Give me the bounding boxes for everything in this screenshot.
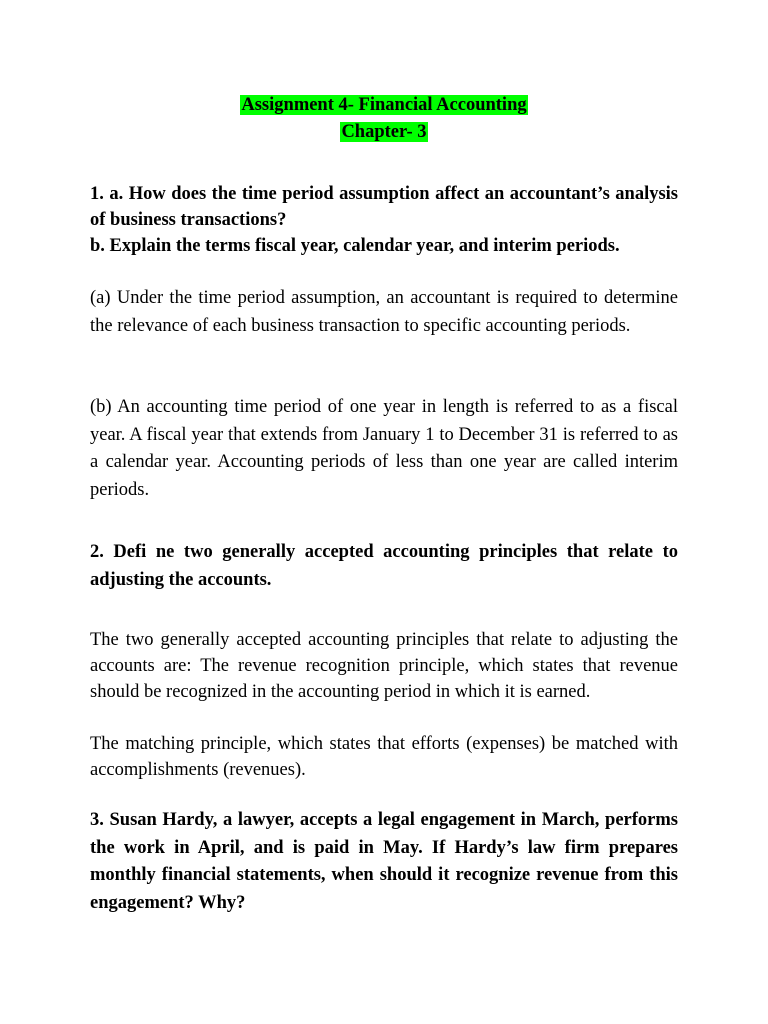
chapter-label: Chapter- 3 bbox=[341, 122, 427, 142]
question-3: 3. Susan Hardy, a lawyer, accepts a legal engagement in March, performs the work in April, and is paid in May. If Hardy’s law firm prepares monthly financial statements, when should it recognize revenue from this engagement? Why? bbox=[90, 810, 678, 913]
answer-1a: (a) Under the time period assumption, an accountant is required to determine the relevance of each business transaction to specific accounting periods. bbox=[90, 288, 678, 336]
question-2: 2. Defi ne two generally accepted accounting principles that relate to adjusting the accounts. bbox=[90, 542, 678, 590]
question-1a: 1. a. How does the time period assumption affect an accountant’s analysis of business transactions? bbox=[90, 184, 678, 230]
answer-1b: (b) An accounting time period of one year in length is referred to as a fiscal year. A fiscal year that extends from January 1 to December 31 is referred to as a calendar year. Accounting periods of less than one year are called interim periods. bbox=[90, 397, 678, 500]
answer-2-revenue-principle: The two generally accepted accounting principles that relate to adjusting the accounts are: The revenue recognition principle, which states that revenue should be recognized in the accounting period in which it is earned. bbox=[90, 630, 678, 702]
question-1b: b. Explain the terms fiscal year, calendar year, and interim periods. bbox=[90, 236, 620, 256]
answer-2-matching-principle: The matching principle, which states that efforts (expenses) be matched with accomplishments (revenues). bbox=[90, 734, 678, 780]
title-block bbox=[0, 92, 768, 146]
assignment-title: Assignment 4- Financial Accounting bbox=[241, 95, 527, 115]
